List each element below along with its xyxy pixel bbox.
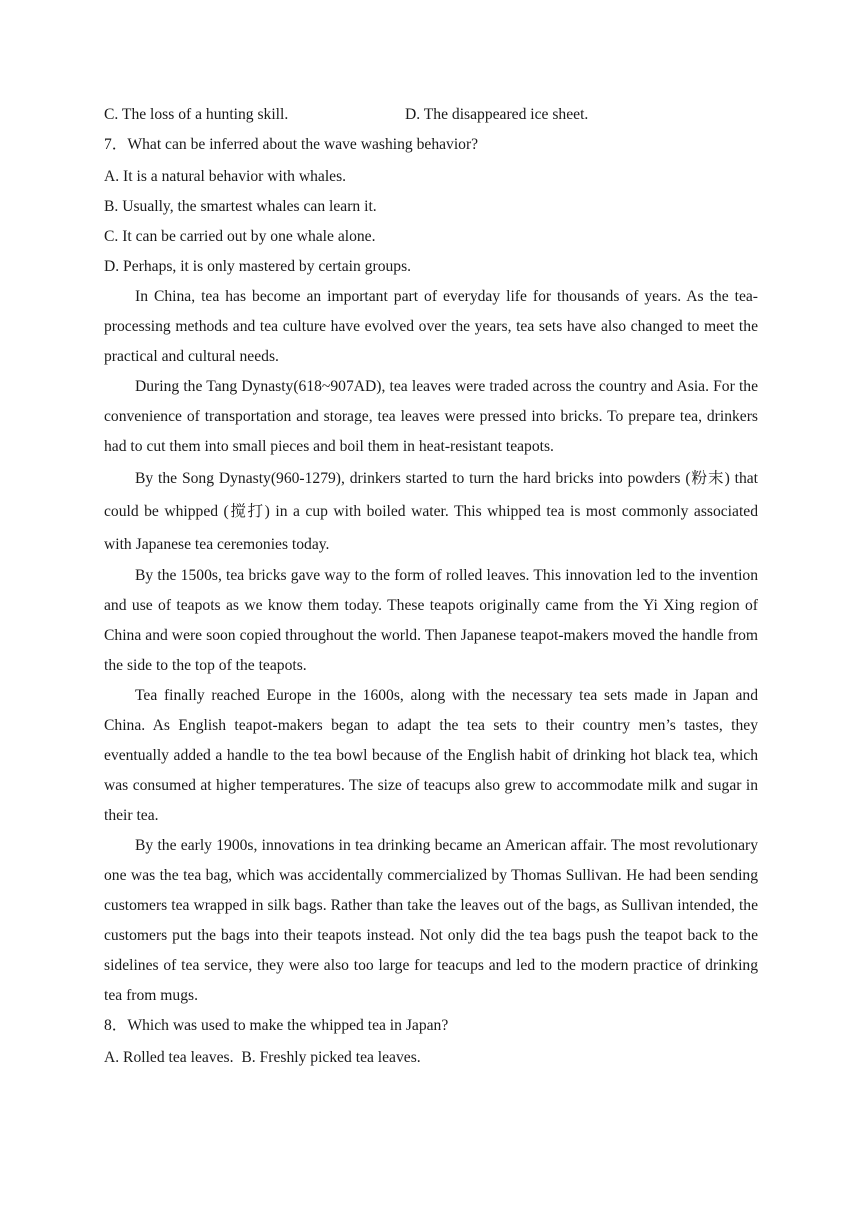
question-8-option-a: A. Rolled tea leaves. [104, 1049, 234, 1066]
question-6-options-row [104, 100, 758, 130]
passage-paragraph-5: Tea finally reached Europe in the 1600s, along with the necessary tea sets made in Japan and China. As English teapot-makers began to adapt the tea sets to their country men’s tastes, they eventually added a handle to the tea bowl because of the English habit of drinking hot black tea, which was consumed at higher temperatures. The size of teacups also grew to accommodate milk and sugar in their tea. [104, 687, 758, 824]
question-7-option-b: B. Usually, the smartest whales can learn it. [104, 198, 377, 215]
question-6-option-c: C. The loss of a hunting skill. [104, 106, 289, 123]
passage-paragraph-1: In China, tea has become an important part of everyday life for thousands of years. As the tea-processing methods and tea culture have evolved over the years, tea sets have also changed to meet the practical and cultural needs. [104, 288, 758, 365]
question-8-options-row [104, 1043, 758, 1073]
question-7-option-d: D. Perhaps, it is only mastered by certain groups. [104, 258, 412, 275]
passage-paragraph-6: By the early 1900s, innovations in tea drinking became an American affair. The most revolutionary one was the tea bag, which was accidentally commercialized by Thomas Sullivan. He had been sending customers tea wrapped in silk bags. Rather than take the leaves out of the bags, as Sullivan intended, the customers put the bags into their teapots instead. Not only did the tea bags push the teapot back to the sidelines of tea service, they were also too large for teacups and led to the modern practice of drinking tea from mugs. [104, 837, 758, 1004]
question-7-stem: 7．What can be inferred about the wave washing behavior? [104, 136, 479, 153]
question-7-option-a: A. It is a natural behavior with whales. [104, 168, 347, 185]
passage-paragraph-2: During the Tang Dynasty(618~907AD), tea leaves were traded across the country and Asia. For the convenience of transportation and storage, tea leaves were pressed into bricks. To prepare tea, drinkers had to cut them into small pieces and boil them in heat-resistant teapots. [104, 378, 758, 455]
question-8-option-b: B. Freshly picked tea leaves. [241, 1049, 421, 1066]
question-7-option-c: C. It can be carried out by one whale alone. [104, 228, 376, 245]
question-8-stem: 8．Which was used to make the whipped tea in Japan? [104, 1017, 449, 1034]
question-6-option-d: D. The disappeared ice sheet. [405, 106, 589, 123]
passage-paragraph-3: By the Song Dynasty(960-1279), drinkers started to turn the hard bricks into powders (粉末) that could be whipped (搅打) in a cup with boiled water. This whipped tea is most commonly associated with Japanese tea ceremonies today. [104, 470, 758, 553]
passage-paragraph-4: By the 1500s, tea bricks gave way to the form of rolled leaves. This innovation led to the invention and use of teapots as we know them today. These teapots originally came from the Yi Xing region of China and were soon copied throughout the world. Then Japanese teapot-makers moved the handle from the side to the top of the teapots. [104, 567, 758, 674]
exam-page [104, 100, 758, 1073]
